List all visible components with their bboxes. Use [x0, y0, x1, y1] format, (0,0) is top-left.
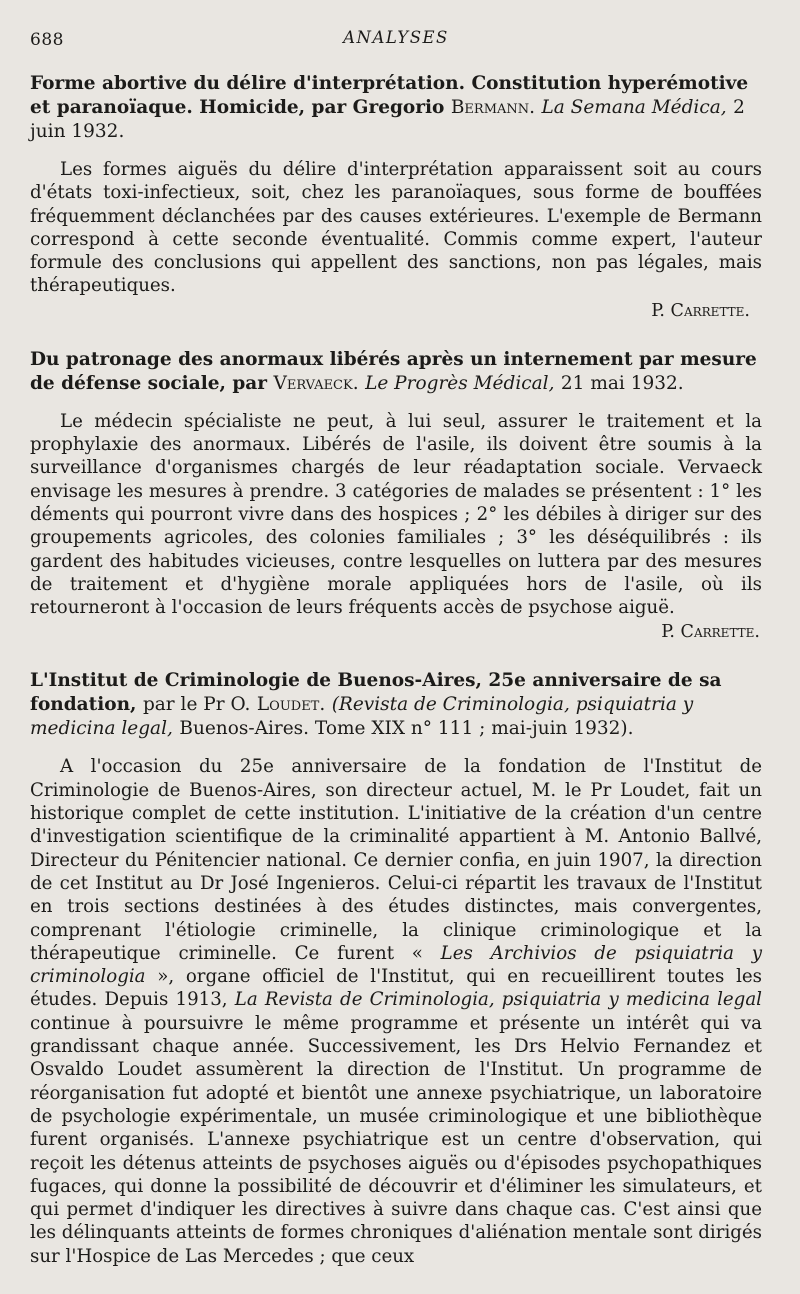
article-3-source: (Revista de Criminologia, psiquiatria y medicina legal,: [30, 694, 694, 740]
running-head: [30, 28, 762, 58]
article-3: [30, 669, 762, 1268]
article-2-body: Le médecin spécialiste ne peut, à lui seul, assurer le traitement et la prophylaxie des anormaux. Libérés de l'asile, ils doivent être soumis à la surveillance d'organismes chargés de leur réadaptation sociale. Vervaeck envisage les mesures à prendre. 3 catégories de malades se présentent : 1° les déments qui pourront vivre dans des hospices ; 2° les débiles à diriger sur des groupements agricoles, des colonies familiales ; 3° les déséquilibrés : ils gardent des habitudes vicieuses, contre lesquelles on luttera par des mesures de traitement et d'hygiène morale appliquées hors de l'asile, où ils retourneront à l'occasion de leurs fréquents accès de psychose aiguë.: [30, 410, 762, 619]
article-3-body-journal-1: Les Archivios de psiquiatria y criminologia: [30, 942, 762, 988]
article-2-author: Vervaeck.: [273, 372, 359, 394]
article-1-body: Les formes aiguës du délire d'interprétation apparaissent soit au cours d'états toxi-infectieux, soit, chez les paranoïaques, sous forme de bouffées fréquemment déclanchées par des causes extérieures. L'exemple de Bermann correspond à cette seconde éventualité. Commis comme expert, l'auteur formule des conclusions qui appellent des sanctions, non pas légales, mais thérapeutiques.: [30, 159, 762, 297]
article-2-date: 21 mai 1932.: [560, 372, 684, 394]
article-2-title: Du patronage des anormaux libérés après un internement par mesure de défense sociale, par: [30, 348, 757, 394]
article-3-body-part-2: », organe officiel de l'Institut, qui en recueillirent toutes les études. Depuis 1913,: [30, 966, 762, 1011]
article-2-source: Le Progrès Médical,: [365, 372, 555, 394]
article-1-source: La Semana Médica,: [541, 97, 727, 118]
article-2-heading: [30, 348, 762, 396]
page-number: 688: [30, 30, 64, 50]
article-3-heading: [30, 669, 762, 741]
article-1: [30, 72, 762, 322]
article-1-date: 2 juin 1932.: [30, 97, 745, 142]
article-3-title: L'Institut de Criminologie de Buenos-Aires, 25e anniversaire de sa fondation,: [30, 670, 722, 716]
article-3-body: [30, 755, 762, 1268]
article-1-author: Bermann.: [450, 97, 536, 118]
article-3-body-part-3: continue à poursuivre le même programme et présente un intérêt qui va grandissant chaque année. Successivement, les Drs Helvio Fernandez et Osvaldo Loudet assumèrent la direction de l'Institut. Un programme de réorganisation fut adopté et bientôt une annexe psychiatrique, un laboratoire de psychologie expérimentale, un musée criminologique et une bibliothèque furent organisés. L'annexe psychiatrique est un centre d'observation, qui reçoit les détenus atteints de psychoses aiguës ou d'épisodes psychopathiques fugaces, qui donne la possibilité de découvrir et d'éliminer les simulateurs, et qui permet d'indiquer les directives à suivre dans chaque cas. C'est ainsi que les délinquants atteints de formes chroniques d'aliénation mentale sont dirigés sur l'Hospice de Las Mercedes ; que ceux: [30, 1012, 762, 1267]
article-2-signature: P. Carrette.: [661, 622, 760, 643]
article-1-heading: [30, 72, 762, 144]
article-3-by: par le Pr O.: [142, 694, 251, 716]
article-3-body-part-1: A l'occasion du 25e anniversaire de la fondation de l'Institut de Criminologie de Buenos-Aires, son directeur actuel, M. le Pr Loudet, fait un historique complet de cette institution. L'initiative de la création d'un centre d'investigation scientifique de la criminalité appartient à M. Antonio Ballvé, Directeur du Pénitencier national. Ce dernier confia, en juin 1907, la direction de cet Institut au Dr José Ingenieros. Celui-ci répartit les travaux de l'Institut en trois sections destinées à des études distinctes, mais convergentes, comprenant l'étiologie criminelle, la clinique criminologique et la thérapeutique criminelle. Ce furent «: [30, 756, 762, 964]
article-3-author: Loudet.: [256, 694, 326, 716]
article-2: [30, 348, 762, 644]
article-1-signature: P. Carrette.: [651, 300, 750, 321]
running-title: ANALYSES: [343, 28, 449, 47]
article-3-body-journal-2: La Revista de Criminologia, psiquiatria y medicina legal: [234, 989, 762, 1011]
article-3-date: Buenos-Aires. Tome XIX n° 111 ; mai-juin 1932).: [179, 718, 634, 740]
article-1-title: Forme abortive du délire d'interprétation. Constitution hyperémotive et paranoïaque. Homicide, par Gregorio: [30, 73, 749, 118]
